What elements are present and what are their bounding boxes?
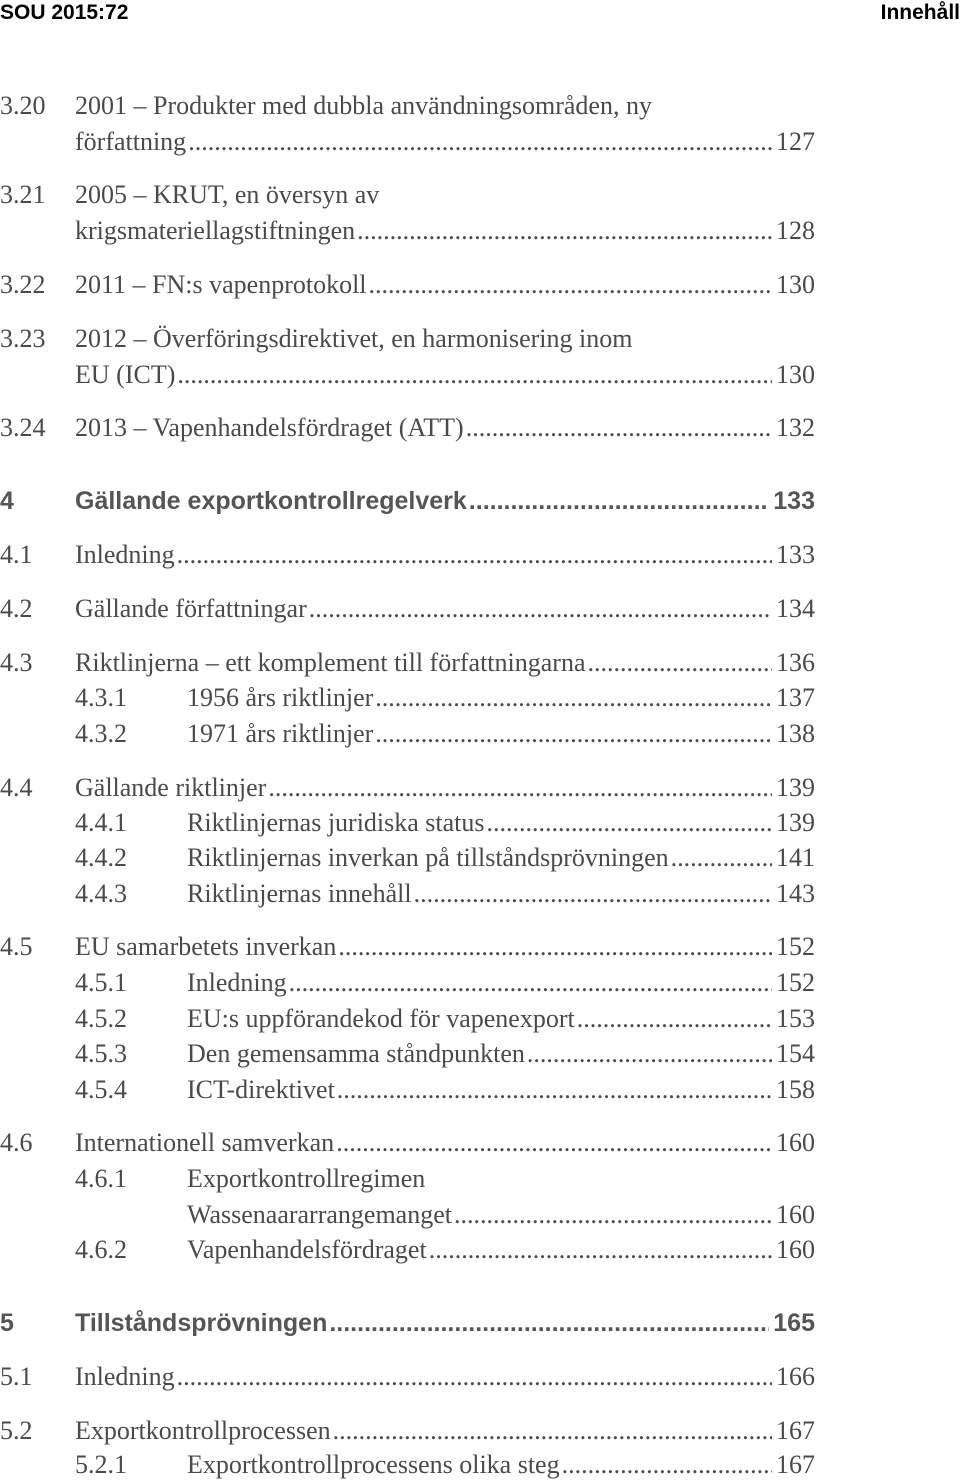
toc-title-line1: 2005 – KRUT, en översyn av [75,180,380,209]
leader-dots [188,124,772,160]
toc-title-line1: Exportkontrollregimen [187,1164,426,1193]
toc-page: 127 [776,127,815,156]
leader-dots [329,1305,769,1341]
leader-dots [414,876,772,912]
toc-number: 4.1 [0,540,33,569]
leader-dots [369,267,772,303]
leader-dots [336,1125,772,1161]
toc-page: 138 [776,719,815,748]
toc-page: 152 [776,932,815,961]
toc-title: 2013 – Vapenhandelsfördraget (ATT) [75,413,464,442]
toc-number: 3.21 [0,180,46,209]
toc-number: 4.4.1 [75,808,127,837]
leader-dots [357,213,772,249]
toc-number: 4.6 [0,1128,33,1157]
toc-number: 4.4.3 [75,879,127,908]
toc-page: 139 [776,773,815,802]
toc-title: Exportkontrollprocessen [75,1416,331,1445]
toc-number: 5.2.1 [75,1450,127,1479]
toc-number: 3.23 [0,324,46,353]
toc-title: 2011 – FN:s vapenprotokoll [75,270,367,299]
toc-number: 4.5.3 [75,1039,127,1068]
toc-number: 4 [0,487,14,515]
toc-page: 132 [776,413,815,442]
toc-number: 3.22 [0,270,46,299]
leader-dots [338,929,772,965]
toc-page: 137 [776,683,815,712]
toc-title: Riktlinjernas innehåll [187,879,412,908]
toc-title: ICT-direktivet [187,1075,335,1104]
leader-dots [671,840,772,876]
toc-title: Inledning [187,968,287,997]
toc-page: 128 [776,216,815,245]
toc-page: 139 [776,808,815,837]
toc-number: 4.5.1 [75,968,127,997]
toc-page: 130 [776,270,815,299]
toc-title: Den gemensamma ståndpunkten [187,1039,525,1068]
toc-number: 4.3.2 [75,719,127,748]
leader-dots [466,410,772,446]
leader-dots [177,537,772,573]
toc-page: 165 [773,1309,815,1337]
leader-dots [454,1197,772,1233]
toc-page: 160 [776,1128,815,1157]
leader-dots [562,1447,772,1483]
toc-number: 5.1 [0,1362,33,1391]
toc-title: 1971 års riktlinjer [187,719,374,748]
toc-number: 3.20 [0,91,46,120]
toc-number: 4.4.2 [75,843,127,872]
leader-dots [487,805,772,841]
toc-title: Tillståndsprövningen [75,1309,328,1337]
toc-title: författning [75,127,187,156]
running-header-left: SOU 2015:72 [0,1,129,24]
toc-number: 4.3 [0,648,33,677]
toc-title: EU (ICT) [75,360,176,389]
toc-title: Riktlinjernas inverkan på tillståndsprövningen [187,843,669,872]
toc-title: Vapenhandelsfördraget [187,1235,427,1264]
toc-title: Gällande exportkontrollregelverk [75,487,467,515]
toc-title: Gällande författningar [75,594,307,623]
leader-dots [429,1232,772,1268]
toc-page: 154 [776,1039,815,1068]
toc-number: 4.6.2 [75,1235,127,1264]
toc-title: 1956 års riktlinjer [187,683,374,712]
leader-dots [337,1072,772,1108]
leader-dots [333,1413,772,1449]
toc-title: krigsmateriellagstiftningen [75,216,356,245]
toc-page: 136 [776,648,815,677]
leader-dots [268,770,772,806]
toc-number: 4.5 [0,932,33,961]
toc-number: 4.6.1 [75,1164,127,1193]
toc-page: 152 [776,968,815,997]
toc-title-line1: 2012 – Överföringsdirektivet, en harmonisering inom [75,324,633,353]
toc-page: 130 [776,360,815,389]
toc-number: 4.5.4 [75,1075,127,1104]
toc-page: 143 [776,879,815,908]
toc-title: Inledning [75,540,175,569]
toc-page: 133 [776,540,815,569]
toc-number: 5 [0,1309,14,1337]
toc-number: 4.5.2 [75,1004,127,1033]
leader-dots [469,483,769,519]
leader-dots [527,1036,772,1072]
toc-title: Internationell samverkan [75,1128,335,1157]
toc-page: 158 [776,1075,815,1104]
leader-dots [375,716,772,752]
leader-dots [289,965,772,1001]
leader-dots [309,591,772,627]
toc-page: 153 [776,1004,815,1033]
toc-number: 4.3.1 [75,683,127,712]
toc-title: Riktlinjerna – ett komplement till författningarna [75,648,586,677]
toc-page: 141 [776,843,815,872]
leader-dots [577,1001,772,1037]
toc-page: 167 [776,1416,815,1445]
leader-dots [587,645,772,681]
toc-page: 160 [776,1235,815,1264]
toc-title: Gällande riktlinjer [75,773,267,802]
toc-page: 133 [773,487,815,515]
toc-page: 160 [776,1200,815,1229]
toc-title: Exportkontrollprocessens olika steg [187,1450,560,1479]
toc-title: Wassenaararrangemanget [187,1200,452,1229]
toc-title: EU samarbetets inverkan [75,932,337,961]
toc-number: 5.2 [0,1416,33,1445]
toc-page: 166 [776,1362,815,1391]
toc-number: 4.2 [0,594,33,623]
leader-dots [177,1359,772,1395]
toc-page: 134 [776,594,815,623]
toc-number: 3.24 [0,413,46,442]
running-header-right: Innehåll [880,1,960,24]
toc-title: EU:s uppförandekod för vapenexport [187,1004,575,1033]
leader-dots [375,680,772,716]
toc-number: 4.4 [0,773,33,802]
toc-title-line1: 2001 – Produkter med dubbla användningsområden, ny [75,91,652,120]
toc-title: Inledning [75,1362,175,1391]
toc-page: 167 [776,1450,815,1479]
leader-dots [177,357,772,393]
toc-title: Riktlinjernas juridiska status [187,808,485,837]
